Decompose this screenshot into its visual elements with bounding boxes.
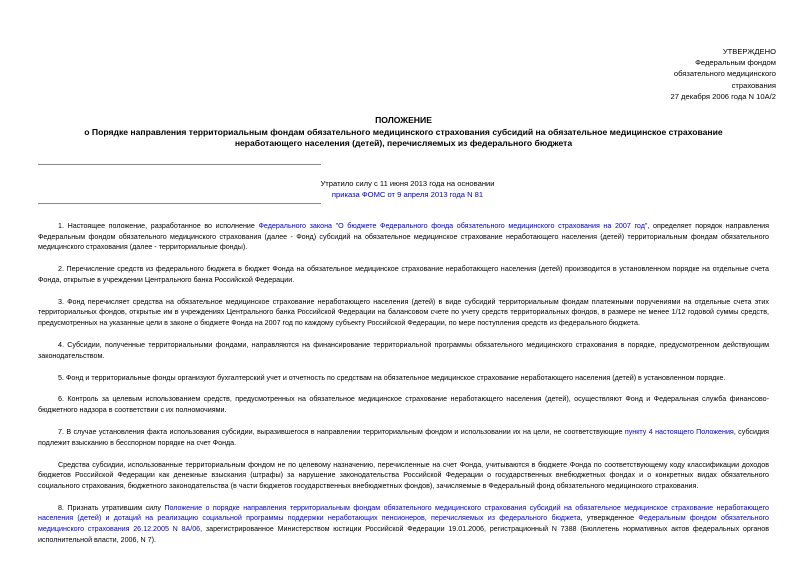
divider-top [38, 164, 321, 165]
paragraph-7: 7. В случае установления факта использования субсидии, выразившегося в направлении территориальным фондом и использовании их на цели, не соответствующие пункту 4 настоящего Положения, субсидия подлежит взысканию в бесспорном порядке на счет Фонда. [38, 428, 769, 447]
title-line: неработающего населения (детей), перечисляемых из федерального бюджета [234, 138, 573, 149]
approval-block [671, 46, 777, 102]
paragraph-7-continued: Средства субсидии, использованные территориальным фондом не по целевому назначению, перечисленные на счет Фонда, учитываются в бюджете Фонда по соответствующему коду классификации доходов бюджетов Российской Федерации как денежные взыскания (штрафы) за нарушение законодательства Российской Федерации о государственных внебюджетных фондах и о конкретных видах обязательного социального страхования, бюджетного законодательства (в части бюджетов государственных внебюджетных фондов), зачисляемые в Федеральный фонд обязательного медицинского страхования. [38, 460, 769, 490]
paragraph-3: 3. Фонд перечисляет средства на обязательное медицинское страхование неработающего населения (детей) в виде субсидий территориальным фондам платежными поручениями на отдельные счета этих территориальных фондов, открытые им в учреждениях Центрального банка Российской Федерации на балансовом счете по учету средств территориальных фондов, в размере не менее 1/12 годовой суммы средств, предусмотренных на указанные цели в законе о бюджете Фонда на 2007 год по каждому субъекту Российской Федерации, по мере поступления средств из федерального бюджета. [38, 297, 769, 327]
repealed-regulation-link[interactable]: Положение о порядке направления территориальным фондам обязательного медицинского страхования субсидий на обязательное медицинское страхование неработающего населения (детей) и дотаций на реализацию социальной программы поддержки неработающих пенсионеров, перечисляемых из федерального бюджета [38, 503, 769, 523]
clause-4-link[interactable]: пункту 4 настоящего Положения [624, 428, 734, 437]
divider-bottom [38, 203, 321, 204]
document-body [38, 221, 769, 557]
status-link[interactable]: приказа ФОМС от 9 апреля 2013 года N 81 [331, 190, 484, 199]
approval-date: 27 декабря 2006 года N 10А/2 [670, 91, 776, 101]
paragraph-6: 6. Контроль за целевым использованием средств, предусмотренных на обязательное медицинское страхование неработающего населения (детей), осуществляют Фонд и Федеральная служба финансово-бюджетного надзора в соответствии с их полномочиями. [38, 395, 769, 415]
approval-line: Федеральным фондом [695, 58, 776, 68]
status-text: Утратило силу с 11 июня 2013 года на основании [320, 179, 495, 188]
approval-line: обязательного медицинского [673, 69, 776, 79]
federal-law-link[interactable]: Федерального закона "О бюджете Федерального фонда обязательного медицинского страхования на 2007 год" [258, 222, 648, 230]
approval-line: УТВЕРЖДЕНО [722, 47, 776, 56]
paragraph-5: 5. Фонд и территориальные фонды организуют бухгалтерский учет и отчетность по средствам на обязательное медицинское страхование неработающего населения (детей) в установленном порядке. [58, 373, 726, 382]
approval-line: страхования [731, 80, 776, 90]
title-heading: ПОЛОЖЕНИЕ [375, 115, 432, 125]
status-note [0, 178, 807, 200]
title-line: о Порядке направления территориальным фондам обязательного медицинского страхования субсидий на обязательное медицинское страхование [84, 126, 723, 137]
paragraph-2: 2. Перечисление средств из федерального бюджета в бюджет Фонда на обязательное медицинское страхование неработающего населения (детей) производится в установленном порядке на отдельные счета Фонда, открытые в учреждении Центрального банка Российской Федерации. [38, 265, 769, 284]
paragraph-4: 4. Субсидии, полученные территориальными фондами, направляются на финансирование территориальной программы обязательного медицинского страхования в порядке, предусмотренном действующим законодательством. [38, 340, 769, 360]
document-title [40, 115, 767, 150]
paragraph-8: 8. Признать утратившим силу Положение о порядке направления территориальным фондам обязательного медицинского страхования субсидий на обязательное медицинское страхование неработающего населения (детей) и дотаций на реализацию социальной программы поддержки неработающих пенсионеров, перечисляемых из федерального бюджета, утвержденное Федеральным фондом обязательного медицинского страхования 26.12.2005 N 8А/06, зарегистрированное Министерством юстиции Российской Федерации 19.01.2006, регистрационный N 7388 (Бюллетень нормативных актов федеральных органов исполнительной власти, 2006, N 7). [38, 503, 769, 544]
paragraph-1: 1. Настоящее положение, разработанное во исполнение Федерального закона "О бюджете Федерального фонда обязательного медицинского страхования на 2007 год", определяет порядок направления Федеральным фондом обязательного медицинского страхования (далее - Фонд) субсидий на обязательное медицинское страхование неработающего населения (детей) территориальным фондам обязательного медицинского страхования (далее - территориальные фонды). [38, 222, 769, 252]
foms-order-link[interactable]: Федеральным фондом обязательного медицинского страхования 26.12.2005 N 8А/06 [38, 514, 769, 533]
